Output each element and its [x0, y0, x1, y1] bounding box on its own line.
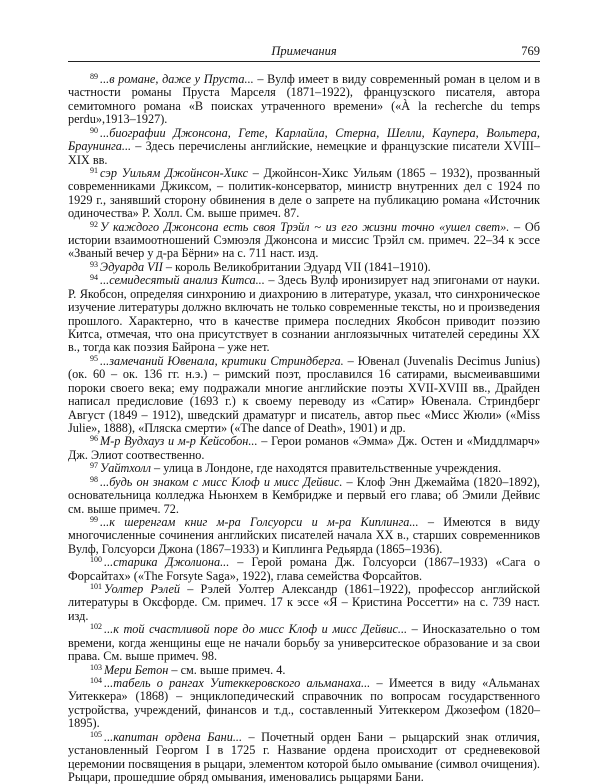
- note-lemma: Уайтхолл: [100, 461, 151, 476]
- note-number: 100: [90, 555, 102, 565]
- note-104: [68, 677, 540, 731]
- note-text: – Джойнсон-Хикс Уильям (1865 – 1932), прозванный современниками Джиксом, – политик-консерватор, министр внутренних дел с 1924 по 1929 г., занявший сторону обвинения в деле о запрете на публикацию романа «Источник одиночества» Р. Холл. См. выше примеч. 87.: [68, 165, 540, 221]
- note-96: [68, 435, 540, 462]
- note-number: 97: [90, 461, 98, 471]
- note-90: [68, 127, 540, 167]
- note-lemma: М-р Вудхауз и м-р Кейсобон...: [100, 434, 258, 449]
- note-number: 90: [90, 125, 98, 135]
- note-text: – Имеются в виду многочисленные сочинения английских писателей начала XX в., старших современников Вулф, Голсуорси Джона (1867–1933) и Киплинга Редьярда (1865–1936).: [68, 514, 540, 556]
- note-number: 92: [90, 219, 98, 229]
- note-lemma: ...семидесятый анализ Китса...: [100, 273, 265, 288]
- note-text: – Иносказательно о том времени, когда женщины еще не начали борьбу за университеское образование и за свои права. См. выше примеч. 98.: [68, 622, 540, 664]
- note-number: 98: [90, 474, 98, 484]
- note-92: [68, 221, 540, 261]
- note-number: 96: [90, 434, 98, 444]
- note-99: [68, 516, 540, 556]
- note-text: – Ювенал (Juvenalis Decimus Junius) (ок. 60 – ок. 136 гг. н.э.) – римский поэт, прославился 16 сатирами, высмеивавшими пороки своего века; ему подражали многие английские поэты XVII-XVIII вв., Драйден написал предисловие (1693 г.) к своему переводу из «Сатир» Ювенала. Стриндберг Август (1849 – 1912), шведский драматург и писатель, автор пьес «Мисс Жюли» («Miss Julie», 1888), «Пляска смерти» («The dance of Death», 1901) и др.: [68, 353, 541, 435]
- note-94: [68, 274, 540, 355]
- note-93: [68, 261, 540, 274]
- note-text: – улица в Лондоне, где находятся правительственные учреждения.: [150, 461, 502, 476]
- note-text: – Клоф Энн Джемайма (1820–1892), основательница колледжа Ньюнхем в Кембридже и первый его глава; об Эмили Дейвис см. выше примеч. 72.: [68, 474, 540, 516]
- note-89: [68, 73, 540, 127]
- note-lemma: У каждого Джонсона есть своя Трэйл ~ из его жизни точно «ушел свет».: [100, 219, 510, 234]
- page-number: 769: [521, 44, 540, 58]
- running-title: Примечания: [271, 44, 337, 58]
- note-102: [68, 623, 540, 663]
- note-text: – Имеется в виду «Альманах Уитеккера» (1868) – энциклопедический справочник по вопросам государственного устройства, учреждений, финансов и т.д., составленный Уитеккером Джозефом (1820–1895).: [68, 675, 540, 731]
- note-number: 95: [90, 353, 98, 363]
- note-text: – Рэлей Уолтер Александр (1861–1922), профессор английской литературы в Оксфорде. См. примеч. 17 к эссе «Я – Кристина Россетти» на с. 739 наст. изд.: [68, 582, 541, 623]
- note-number: 94: [90, 273, 98, 283]
- note-text: – Герои романов «Эмма» Дж. Остен и «Миддлмарч» Дж. Элиот соотвественно.: [68, 434, 540, 462]
- note-number: 103: [90, 662, 102, 672]
- note-lemma: ...в романе, даже у Пруста...: [100, 72, 254, 86]
- note-lemma: ...к той счастливой поре до мисс Клоф и мисс Дейвис...: [104, 622, 408, 637]
- running-header: [68, 44, 540, 60]
- note-97: [68, 462, 540, 475]
- note-lemma: ...к шеренгам книг м-ра Голсуорси и м-ра Киплинга...: [100, 514, 419, 529]
- note-number: 102: [90, 622, 102, 632]
- note-lemma: ...замечаний Ювенала, критики Стриндберга.: [100, 353, 344, 368]
- note-91: [68, 167, 540, 221]
- note-lemma: Эдуарда VII: [100, 259, 163, 274]
- note-text: – Вулф имеет в виду современный роман в целом и в частности романы Пруста Марселя (1871–1922), французского писателя, автора семитомного романа «В поисках утраченного времени» («À la recherche du temps perdu»,1913–1927).: [68, 72, 540, 127]
- note-number: 101: [90, 582, 102, 592]
- note-lemma: ...биографии Джонсона, Гете, Карлайла, Стерна, Шелли, Каупера, Вольтера, Браунинга...: [68, 125, 540, 154]
- note-number: 105: [90, 729, 102, 739]
- note-text: – Почетный орден Бани – рыцарский знак отличия, установленный Георгом I в 1725 г. Название ордена происходит от средневековой церемонии посвящения в рыцари, элементом которой было омывание (символ очищения). Рыцари, прошедшие обряд омывания, именовались рыцарями Бани.: [68, 729, 540, 784]
- note-lemma: ...старика Джолиона...: [104, 555, 230, 570]
- note-text: – Здесь перечислены английские, немецкие и французские писатели XVIII–XIX вв.: [68, 139, 540, 167]
- header-rule: [68, 61, 540, 62]
- note-lemma: ...будь он знаком с мисс Клоф и мисс Дейвис.: [100, 474, 343, 489]
- note-lemma: сэр Уильям Джойнсон-Хикс: [100, 165, 249, 180]
- note-95: [68, 355, 540, 436]
- note-text: – см. выше примеч. 4.: [168, 662, 286, 677]
- note-number: 99: [90, 514, 98, 524]
- note-100: [68, 556, 540, 583]
- note-105: [68, 731, 540, 784]
- note-lemma: ...капитан ордена Бани...: [104, 729, 243, 744]
- note-98: [68, 476, 540, 516]
- note-103: [68, 664, 540, 677]
- note-101: [68, 583, 540, 623]
- note-number: 93: [90, 259, 98, 269]
- notes-list: [68, 73, 540, 784]
- note-text: – Здесь Вулф иронизирует над эпигонами от науки. Р. Якобсон, определяя синхронию и диахронию в литературе, указал, что синхроническое изучение литературы должно включать не только современные тексты, но и произведения прошлого. Характерно, что в качестве примера последних Якобсон приводит поэзию Китса, отмечая, что она присутствует в сознании англоязычных читателей середины XX в., тогда как поэзия Байрона – уже нет.: [68, 273, 540, 355]
- note-lemma: Уолтер Рэлей: [104, 582, 181, 597]
- note-number: 104: [90, 675, 102, 685]
- note-number: 91: [90, 165, 98, 175]
- note-text: – король Великобритании Эдуард VII (1841–1910).: [162, 259, 431, 274]
- note-text: – Об истории взаимоотношений Сэмюэля Джонсона и миссис Трэйл см. примеч. 22–34 к эссе «Званый вечер у д-ра Бёрни» на с. 711 наст. изд.: [68, 219, 540, 261]
- note-lemma: ...табель о рангах Уитеккеровского альманаха...: [104, 675, 371, 690]
- note-lemma: Мери Бетон: [104, 662, 169, 677]
- note-number: 89: [90, 72, 98, 81]
- note-text: – Герой романа Дж. Голсуорси (1867–1933) «Сага о Форсайтах» («The Forsyte Saga», 1922), глава семейства Форсайтов.: [68, 555, 540, 583]
